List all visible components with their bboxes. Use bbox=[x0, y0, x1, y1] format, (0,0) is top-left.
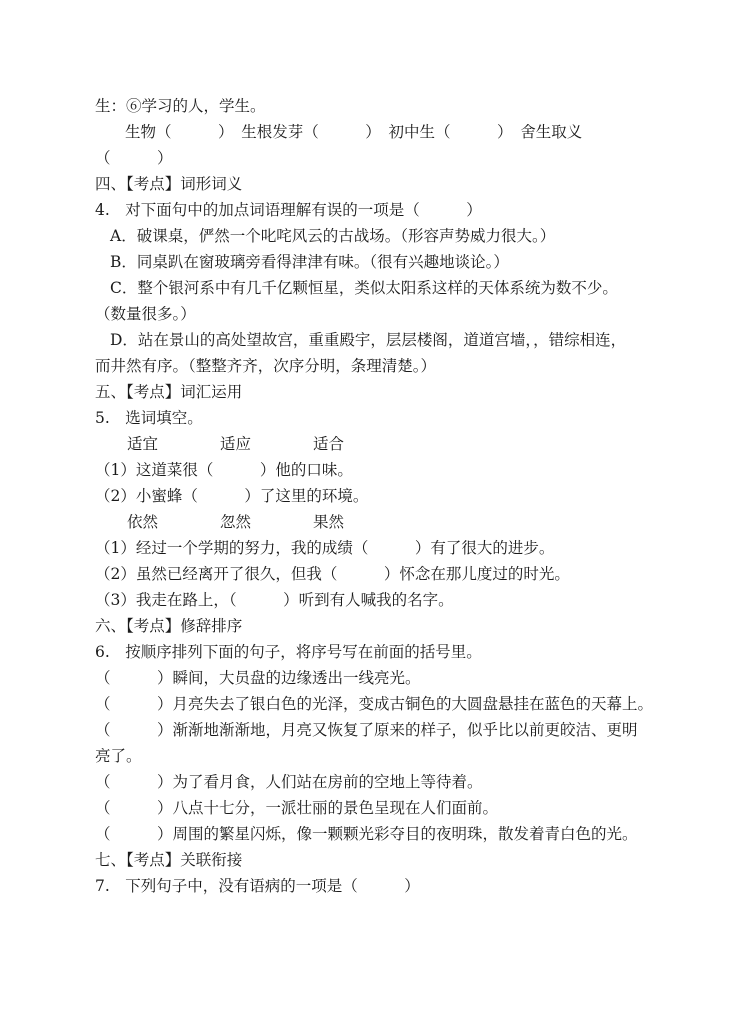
option-d: D．站在景山的高处望故宫，重重殿宇，层层楼阁，道道宫墙，，错综相连， bbox=[110, 331, 627, 349]
option-a: A．破课桌，俨然一个叱咤风云的古战场。（形容声势威力很大。） bbox=[110, 227, 556, 245]
text-line: （ ） bbox=[95, 149, 173, 167]
option-c-continued: （数量很多。） bbox=[95, 305, 196, 323]
text-line: 生：⑥学习的人，学生。 bbox=[95, 97, 266, 115]
section-heading: 六、【考点】修辞排序 bbox=[95, 617, 243, 635]
fill-blank-item: （2）小蜜蜂（ ）了这里的环境。 bbox=[95, 487, 369, 505]
ordering-item: （ ）为了看月食，人们站在房前的空地上等待着。 bbox=[95, 773, 483, 791]
question-text: 7. 下列句子中，没有语病的一项是（ ） bbox=[95, 877, 420, 895]
section-heading: 五、【考点】词汇运用 bbox=[95, 383, 243, 401]
section-heading: 四、【考点】词形词义 bbox=[95, 175, 243, 193]
option-c: C．整个银河系中有几千亿颗恒星，类似太阳系这样的天体系统为数不少。 bbox=[110, 279, 618, 297]
fill-blank-item: （1）经过一个学期的努力，我的成绩（ ）有了很大的进步。 bbox=[95, 539, 555, 557]
ordering-item: （ ）渐渐地渐渐地，月亮又恢复了原来的样子，似乎比以前更皎洁、更明 bbox=[95, 721, 638, 739]
ordering-item: （ ）八点十七分，一派壮丽的景色呈现在人们面前。 bbox=[95, 799, 499, 817]
option-b: B．同桌趴在窗玻璃旁看得津津有味。（很有兴趣地谈论。） bbox=[110, 253, 509, 271]
ordering-item: （ ）月亮失去了银白色的光泽，变成古铜色的大圆盘悬挂在蓝色的天幕上。 bbox=[95, 695, 654, 713]
section-heading: 七、【考点】关联衔接 bbox=[95, 851, 243, 869]
text-line: 生物（ ） 生根发芽（ ） 初中生（ ） 舍生取义 bbox=[125, 123, 583, 141]
ordering-item: （ ）周围的繁星闪烁，像一颗颗光彩夺目的夜明珠，散发着青白色的光。 bbox=[95, 825, 638, 843]
word-choices: 依然 忽然 果然 bbox=[127, 513, 345, 531]
word-choices: 适宜 适应 适合 bbox=[127, 435, 345, 453]
fill-blank-item: （1）这道菜很（ ）他的口味。 bbox=[95, 461, 353, 479]
question-text: 6. 按顺序排列下面的句子，将序号写在前面的括号里。 bbox=[95, 643, 482, 661]
ordering-item-continued: 亮了。 bbox=[95, 747, 142, 765]
question-text: 4. 对下面句中的加点词语理解有误的一项是（ ） bbox=[95, 201, 482, 219]
ordering-item: （ ）瞬间，大员盘的边缘透出一线亮光。 bbox=[95, 669, 421, 687]
question-text: 5. 选词填空。 bbox=[95, 409, 203, 427]
option-d-continued: 而井然有序。（整整齐齐，次序分明，条理清楚。） bbox=[95, 357, 437, 375]
fill-blank-item: （3）我走在路上，（ ）听到有人喊我的名字。 bbox=[95, 591, 454, 609]
fill-blank-item: （2）虽然已经离开了很久，但我（ ）怀念在那儿度过的时光。 bbox=[95, 565, 570, 583]
